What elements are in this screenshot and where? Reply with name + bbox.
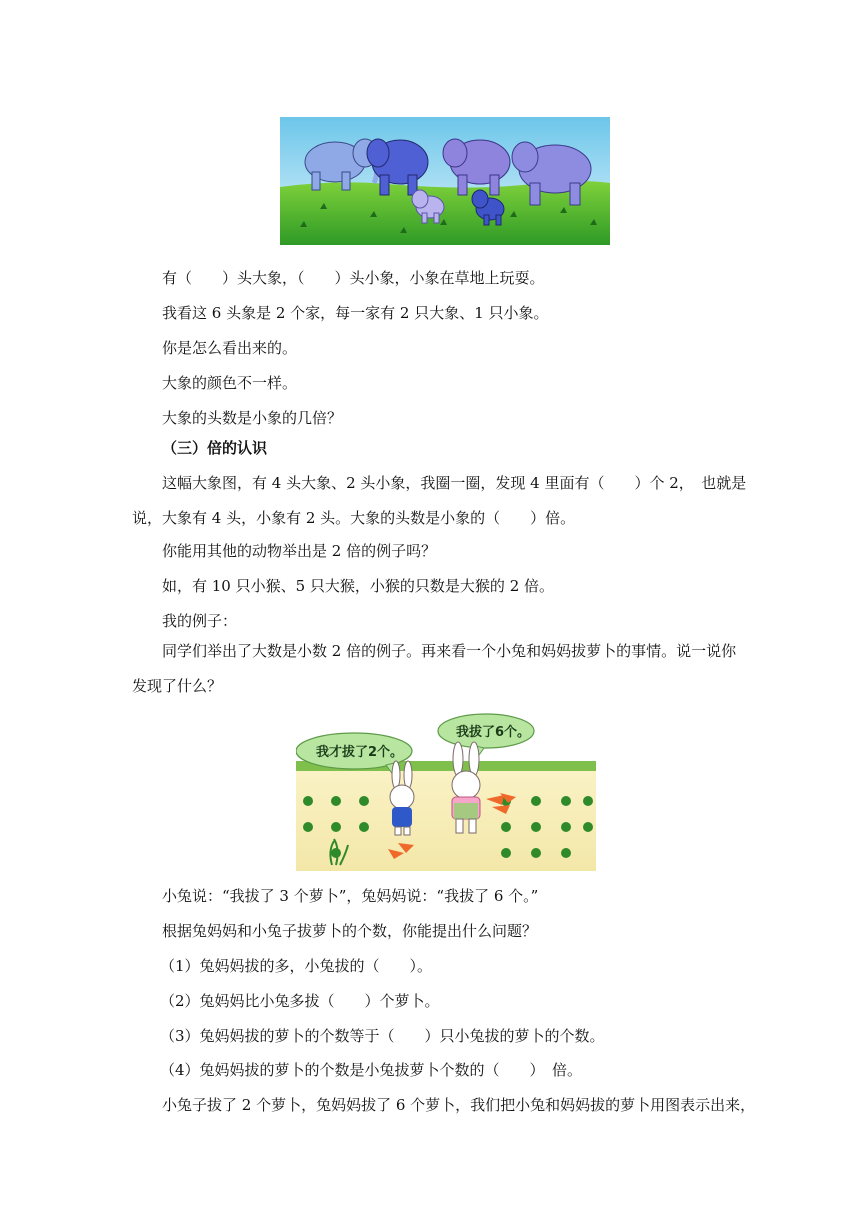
text-line: （2）兔妈妈比小兔多拔（ ）个萝卜。 [160, 992, 440, 1010]
text-line: 有（ ）头大象，（ ）头小象，小象在草地上玩耍。 [162, 269, 545, 287]
text-line: 大象的头数是小象的几倍？ [162, 409, 343, 427]
bubble-mother-text: 我拔了6个。 [456, 725, 531, 740]
elephant-illustration [280, 117, 610, 245]
rabbit-carrot-illustration [296, 713, 596, 871]
text-line: 小兔说：“我拔了 3 个萝卜”，兔妈妈说：“我拔了 6 个。” [162, 887, 539, 905]
text-line: 你是怎么看出来的。 [162, 339, 298, 357]
bubble-small-text: 我才拔了2个。 [316, 745, 404, 760]
text-line: 你能用其他的动物举出是 2 倍的例子吗？ [162, 542, 437, 560]
text-line: 大象的颜色不一样。 [162, 374, 298, 392]
text-line: 这幅大象图，有 4 头大象、2 头小象，我圈一圈，发现 4 里面有（ ）个 2， 也就是 [162, 474, 747, 492]
text-line: （4）兔妈妈拔的萝卜的个数是小兔拔萝卜个数的（ ） 倍。 [160, 1061, 583, 1079]
text-line: （1）兔妈妈拔的多，小兔拔的（ ）。 [160, 957, 433, 975]
text-line: （3）兔妈妈拔的萝卜的个数等于（ ）只小兔拔的萝卜的个数。 [160, 1027, 605, 1045]
text-line: 我的例子： [162, 612, 238, 630]
text-line: 同学们举出了大数是小数 2 倍的例子。再来看一个小兔和妈妈拔萝卜的事情。说一说你 [162, 642, 737, 660]
text-line: 如，有 10 只小猴、5 只大猴，小猴的只数是大猴的 2 倍。 [162, 577, 555, 595]
text-line: 根据兔妈妈和小兔子拔萝卜的个数，你能提出什么问题？ [162, 922, 538, 940]
text-line: 我看这 6 头象是 2 个家，每一家有 2 只大象、1 只小象。 [162, 304, 549, 322]
text-line: 说，大象有 4 头，小象有 2 头。大象的头数是小象的（ ）倍。 [132, 509, 576, 527]
text-line: 小兔子拔了 2 个萝卜，兔妈妈拔了 6 个萝卜，我们把小兔和妈妈拔的萝卜用图表示出来， [162, 1096, 756, 1114]
text-line: 发现了什么？ [132, 677, 223, 695]
section-heading: （三）倍的认识 [162, 439, 268, 457]
